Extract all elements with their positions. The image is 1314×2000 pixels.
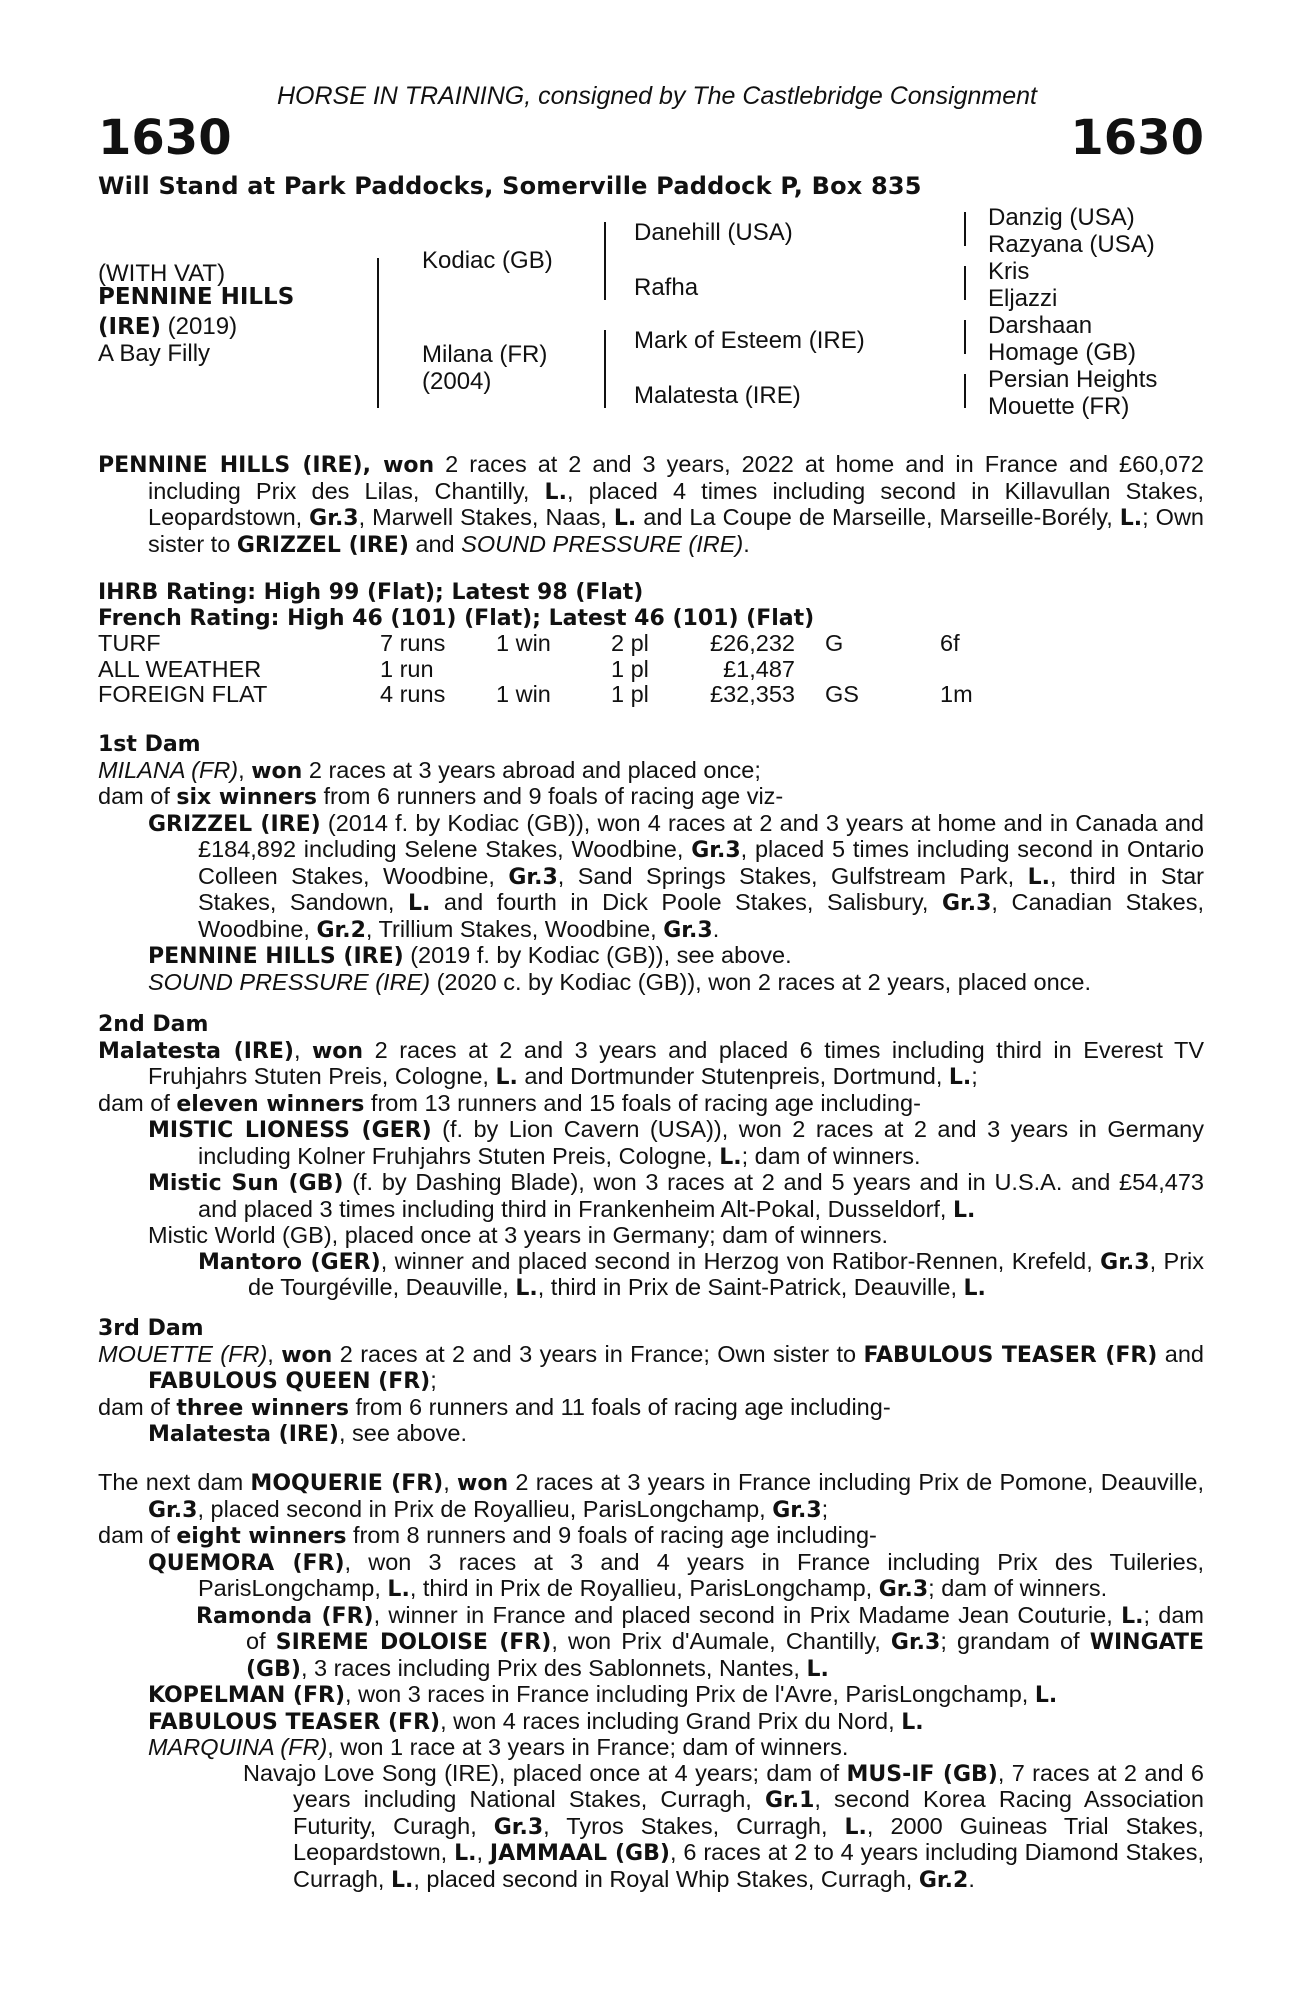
- lot-number-left: 1630: [98, 110, 232, 166]
- record-distance: 6f: [940, 630, 960, 656]
- summary-paragraph: [98, 452, 1204, 558]
- dam-text: from 6 runners and 9 foals of racing age viz-: [316, 783, 784, 809]
- list-item: [98, 1603, 1204, 1683]
- produce-name: MISTIC LIONESS (GER): [148, 1118, 432, 1143]
- sibling-name: FABULOUS QUEEN (FR): [148, 1369, 431, 1394]
- second-dam-produce-line: [98, 1091, 1204, 1118]
- produce-text: ; dam of: [246, 1601, 1204, 1654]
- produce-text: Navajo Love Song (IRE), placed once at 4 years; dam of: [243, 1759, 847, 1786]
- produce-name: KOPELMAN (FR): [148, 1683, 346, 1708]
- dam-sire: Mark of Esteem (IRE): [634, 327, 865, 354]
- grade-marker: L.: [515, 1276, 538, 1301]
- brace-sire-dam: [377, 258, 379, 408]
- record-surface: FOREIGN FLAT: [98, 681, 268, 707]
- summary-text: , placed 4 times including second in Killavullan Stakes, Leopardstown,: [148, 477, 1204, 530]
- horse-name: PENNINE HILLS: [98, 284, 295, 310]
- produce-text: (2020 c. by Kodiac (GB)), won 2 races at 2 years, placed once.: [430, 968, 1091, 995]
- record-prize: £26,232: [710, 630, 795, 656]
- dam-text: 2 races at 3 years abroad and placed once;: [302, 756, 761, 783]
- produce-text: , won 4 races including Grand Prix du Nord,: [440, 1707, 902, 1734]
- list-item: [98, 1550, 1204, 1603]
- grade-marker: Gr.3: [493, 1814, 544, 1840]
- summary-text: , Marwell Stakes, Naas,: [358, 504, 614, 530]
- produce-name: JAMMAAL (GB): [489, 1841, 670, 1866]
- record-going: GS: [825, 681, 859, 707]
- ggen-2: Razyana (USA): [988, 231, 1155, 258]
- sire-sire: Danehill (USA): [634, 219, 793, 246]
- sister-name: GRIZZEL (IRE): [236, 532, 409, 558]
- table-row: [98, 657, 973, 683]
- record-runs: 1 run: [380, 655, 434, 682]
- next-dam-text: The next dam: [98, 1469, 251, 1495]
- dam-text: 2 races at 2 and 3 years in France; Own sister to: [332, 1340, 864, 1367]
- dam-of-label: dam of: [98, 1089, 177, 1116]
- produce-text: , Trillium Stakes, Woodbine,: [365, 915, 664, 942]
- dam-dam: Malatesta (IRE): [634, 382, 801, 409]
- third-dam-line: MOUETTE (FR), won 2 races at 2 and 3 years in France; Own sister to FABULOUS TEASER (FR) and FABULOUS QUEEN (FR);: [98, 1340, 1204, 1394]
- grade-marker: L.: [613, 506, 637, 531]
- record-prize: £32,353: [710, 681, 795, 707]
- list-item: [98, 1735, 1204, 1761]
- produce-text: , Tyros Stakes, Curragh,: [543, 1812, 845, 1839]
- produce-text: , 7 races at 2 and 6 years including National Stakes, Curragh,: [293, 1759, 1204, 1812]
- first-dam-line: MILANA (FR), won 2 races at 3 years abroad and placed once;: [98, 756, 761, 784]
- grade-marker: L.: [948, 1065, 972, 1090]
- grade-marker: Gr.3: [772, 1497, 822, 1523]
- produce-text: , won 3 races in France including Prix de l'Avre, ParisLongchamp,: [345, 1681, 1035, 1707]
- produce-name: PENNINE HILLS (IRE): [148, 944, 404, 969]
- table-row: [98, 631, 973, 657]
- dam-name: MILANA (FR): [98, 756, 239, 783]
- grade-marker: L.: [1121, 1603, 1144, 1629]
- second-dam-section: [98, 1012, 1204, 1302]
- next-dam-text: , placed second in Prix de Royallieu, ParisLongchamp,: [197, 1495, 773, 1522]
- grade-marker: L.: [806, 1656, 829, 1682]
- grade-marker: L.: [1119, 506, 1143, 531]
- sire-dam: Rafha: [634, 274, 699, 301]
- ggen-8: Mouette (FR): [988, 393, 1130, 420]
- first-dam-produce-line: [98, 784, 1204, 811]
- list-item: [98, 1249, 1204, 1302]
- list-item: [98, 970, 1204, 996]
- grade-marker: Gr.2: [316, 917, 366, 943]
- produce-text: (2014 f. by Kodiac (GB)), won 4 races at 2 and 3 years at home and in Canada and £184,892 including Selene Stakes, Woodbine,: [198, 809, 1204, 862]
- list-item: [98, 1682, 1204, 1709]
- grade-marker: Gr.3: [309, 506, 359, 531]
- brace-gg3: [964, 320, 966, 354]
- produce-name: SIREME DOLOISE (FR): [275, 1630, 552, 1655]
- produce-name: GRIZZEL (IRE): [148, 811, 321, 837]
- list-item: [98, 1117, 1204, 1170]
- list-item: [98, 1170, 1204, 1223]
- summary-text: and: [408, 530, 462, 557]
- winners-count: eleven winners: [176, 1091, 365, 1117]
- sire: Kodiac (GB): [422, 247, 553, 274]
- next-dam-text: from 8 runners and 9 foals of racing age including-: [346, 1522, 877, 1548]
- dam-name: Malatesta (IRE): [98, 1038, 294, 1064]
- third-dam-produce-line: [98, 1395, 1204, 1422]
- brace-sire-parents: [604, 222, 606, 300]
- dam-of-label: dam of: [98, 1393, 177, 1420]
- brace-gg4: [964, 374, 966, 408]
- race-summary: [98, 452, 1204, 558]
- horse-sex: A Bay Filly: [98, 340, 211, 367]
- winners-count: three winners: [176, 1395, 349, 1421]
- won-label: won: [281, 1342, 333, 1368]
- grade-marker: Gr.3: [691, 838, 741, 863]
- dam-name: MOQUERIE (FR): [250, 1471, 444, 1496]
- produce-text: (f. by Lion Cavern (USA)), won 2 races at 2 and 3 years in Germany including Kolner Fruhjahrs Stuten Preis, Cologne,: [198, 1116, 1204, 1169]
- grade-marker: Gr.2: [918, 1867, 969, 1893]
- dam-text: from 13 runners and 15 foals of racing age including-: [364, 1089, 921, 1116]
- brace-gg2: [964, 266, 966, 300]
- winners-count: six winners: [176, 785, 317, 810]
- produce-text: , placed second in Royal Whip Stakes, Curragh,: [413, 1865, 919, 1892]
- produce-text: , won 1 race at 3 years in France; dam of winners.: [327, 1734, 849, 1760]
- produce-text: .: [968, 1865, 975, 1892]
- produce-text: ; grandam of: [940, 1628, 1090, 1654]
- record-placed: 1 pl: [611, 655, 649, 682]
- first-dam-heading: 1st Dam: [98, 732, 201, 757]
- ggen-1: Danzig (USA): [988, 204, 1135, 231]
- produce-text: , winner in France and placed second in Prix Madame Jean Couturie,: [373, 1601, 1122, 1628]
- summary-horse-name: PENNINE HILLS (IRE): [98, 453, 363, 478]
- grade-marker: Gr.3: [663, 917, 713, 943]
- produce-text: , third in Prix de Royallieu, ParisLongchamp,: [409, 1575, 879, 1601]
- ggen-5: Darshaan: [988, 312, 1093, 339]
- dam-text: from 6 runners and 11 foals of racing age including-: [348, 1393, 891, 1420]
- brother-name: SOUND PRESSURE (IRE): [461, 530, 744, 557]
- produce-name: MUS-IF (GB): [846, 1761, 998, 1787]
- grade-marker: L.: [953, 1197, 976, 1223]
- list-item: [98, 1421, 1204, 1448]
- won-label: won: [311, 1038, 364, 1064]
- third-dam-section: [98, 1316, 1204, 1448]
- grade-marker: L.: [719, 1144, 742, 1170]
- grade-marker: Gr.3: [1100, 1249, 1150, 1275]
- produce-text: , see above.: [338, 1420, 467, 1446]
- summary-won: , won: [362, 453, 435, 478]
- produce-text: ; dam of winners.: [741, 1142, 921, 1169]
- record-going: G: [825, 630, 844, 656]
- record-wins: [496, 657, 611, 683]
- summary-text: and La Coupe de Marseille, Marseille-Borély,: [636, 504, 1120, 530]
- record-wins: 1 win: [496, 681, 551, 707]
- dam-of-label: dam of: [98, 1522, 177, 1548]
- record-placed: 1 pl: [611, 681, 649, 707]
- produce-name: QUEMORA (FR): [148, 1550, 345, 1576]
- produce-text: , 6 races at 2 to 4 years including Diamond Stakes, Curragh,: [293, 1839, 1204, 1892]
- grade-marker: Gr.3: [148, 1497, 198, 1523]
- vat-note: (WITH VAT): [98, 260, 226, 287]
- produce-text: .: [712, 915, 720, 942]
- grade-marker: L.: [408, 891, 431, 916]
- record-surface: ALL WEATHER: [98, 655, 262, 682]
- summary-text: ; Own sister to: [148, 504, 1204, 557]
- dam-of-label: dam of: [98, 783, 177, 809]
- dam-text: 2 races at 2 and 3 years and placed 6 times including third in Everest TV Fruhjahrs Stuten Preis, Cologne,: [148, 1036, 1204, 1089]
- produce-text: , placed 5 times including second in Ontario Colleen Stakes, Woodbine,: [198, 836, 1205, 889]
- dam-text: ;: [971, 1063, 978, 1089]
- produce-text: , Canadian Stakes, Woodbine,: [198, 889, 1205, 942]
- grade-marker: Gr.3: [508, 864, 558, 890]
- produce-text: (f. by Dashing Blade), won 3 races at 2 and 5 years and in U.S.A. and £54,473 and placed 3 times including third in Frankenheim Alt-Pokal, Dusseldorf,: [198, 1169, 1204, 1222]
- record-distance: [940, 657, 973, 683]
- grade-marker: L.: [963, 1276, 986, 1301]
- produce-text: , won Prix d'Aumale, Chantilly,: [551, 1628, 891, 1654]
- dam-name: MOUETTE (FR): [98, 1340, 268, 1367]
- brace-dam-parents: [604, 330, 606, 408]
- horse-year: (2019): [161, 313, 238, 340]
- produce-text: , 3 races including Prix des Sablonnets, Nantes,: [300, 1654, 807, 1681]
- next-dam-text: 2 races at 3 years in France including Prix de Pomone, Deauville,: [508, 1469, 1205, 1495]
- produce-name: FABULOUS TEASER (FR): [148, 1709, 441, 1735]
- sibling-name: FABULOUS TEASER (FR): [863, 1342, 1158, 1368]
- record-runs: 4 runs: [380, 681, 446, 707]
- produce-text: , Prix de Tourgéville, Deauville,: [248, 1247, 1205, 1300]
- grade-marker: Gr.3: [941, 891, 992, 916]
- horse-country: (IRE): [98, 314, 162, 340]
- list-item: [98, 1709, 1204, 1736]
- produce-name: Mantoro (GER): [198, 1249, 381, 1275]
- produce-text: , won 3 races at 3 and 4 years in France including Prix des Tuileries, ParisLongchamp,: [198, 1548, 1204, 1601]
- second-dam-heading: 2nd Dam: [98, 1012, 209, 1037]
- produce-name: MARQUINA (FR): [148, 1734, 328, 1760]
- ratings-block: [98, 580, 1204, 708]
- brace-gg1: [964, 212, 966, 246]
- list-item: [98, 811, 1204, 944]
- produce-name: WINGATE (GB): [246, 1630, 1204, 1682]
- summary-text: .: [743, 530, 750, 557]
- dam-year: (2004): [422, 368, 492, 395]
- next-dam-line: The next dam MOQUERIE (FR), won 2 races at 3 years in France including Prix de Pomone, Deauville, Gr.3, placed second in Prix de Royallieu, ParisLongchamp, Gr.3;: [98, 1469, 1205, 1523]
- record-runs: 7 runs: [380, 630, 446, 656]
- produce-text: , 2000 Guineas Trial Stakes, Leopardstown,: [293, 1812, 1205, 1865]
- first-dam-section: [98, 732, 1204, 995]
- ggen-3: Kris: [988, 258, 1030, 285]
- race-record-table: [98, 631, 973, 708]
- consignment-line: HORSE IN TRAINING, consigned by The Castlebridge Consignment: [276, 82, 1038, 110]
- ihrb-rating: IHRB Rating: High 99 (Flat); Latest 98 (Flat): [98, 580, 644, 605]
- dam: Milana (FR): [422, 341, 548, 368]
- record-prize: £1,487: [723, 655, 795, 682]
- dam-text: and: [1157, 1340, 1204, 1367]
- grade-marker: L.: [544, 479, 567, 505]
- list-item: [98, 943, 1204, 970]
- dam-text: and Dortmunder Stutenpreis, Dortmund,: [517, 1063, 949, 1089]
- produce-text: , second Korea Racing Association Futurity, Curagh,: [293, 1786, 1204, 1839]
- record-wins: 1 win: [496, 630, 551, 656]
- produce-text: ; dam of winners.: [928, 1575, 1108, 1601]
- table-row: [98, 682, 973, 708]
- grade-marker: L.: [387, 1577, 410, 1602]
- grade-marker: L.: [390, 1867, 414, 1893]
- produce-name: Ramonda (FR): [196, 1603, 374, 1629]
- produce-text: (2019 f. by Kodiac (GB)), see above.: [403, 942, 792, 968]
- record-surface: TURF: [98, 630, 161, 656]
- won-label: won: [457, 1471, 509, 1496]
- grade-marker: L.: [1027, 864, 1051, 890]
- next-dam-section: [98, 1470, 1204, 1893]
- produce-text: and fourth in Dick Poole Stakes, Salisbury,: [430, 889, 942, 915]
- stand-location: Will Stand at Park Paddocks, Somerville Paddock P, Box 835: [98, 172, 922, 200]
- produce-text: , winner and placed second in Herzog von Ratibor-Rennen, Krefeld,: [380, 1247, 1101, 1274]
- record-placed: 2 pl: [611, 630, 649, 656]
- french-rating: French Rating: High 46 (101) (Flat); Latest 46 (101) (Flat): [98, 605, 815, 631]
- summary-text: 2 races at 2 and 3 years, 2022 at home and in France and £60,072 including Prix des Lilas, Chantilly,: [148, 451, 1204, 504]
- grade-marker: L.: [1034, 1683, 1058, 1708]
- second-dam-line: Malatesta (IRE), won 2 races at 2 and 3 years and placed 6 times including third in Everest TV Fruhjahrs Stuten Preis, Cologne, L. and Dortmunder Stutenpreis, Dortmund, L.;: [98, 1036, 1204, 1090]
- record-going: [795, 657, 940, 683]
- third-dam-heading: 3rd Dam: [98, 1316, 204, 1341]
- ggen-6: Homage (GB): [988, 339, 1137, 366]
- list-item: [98, 1761, 1204, 1894]
- winners-count: eight winners: [176, 1524, 347, 1549]
- grade-marker: Gr.1: [764, 1788, 815, 1813]
- horse-name-line2: [98, 313, 237, 341]
- produce-name: Malatesta (IRE): [148, 1422, 339, 1447]
- grade-marker: L.: [495, 1065, 518, 1090]
- ggen-4: Eljazzi: [988, 285, 1058, 312]
- grade-marker: L.: [901, 1709, 924, 1735]
- produce-text: Mistic World (GB), placed once at 3 years in Germany; dam of winners.: [148, 1222, 889, 1248]
- list-item: [98, 1223, 1204, 1249]
- grade-marker: Gr.3: [890, 1630, 941, 1655]
- dam-text: ;: [430, 1367, 437, 1393]
- grade-marker: Gr.3: [878, 1577, 929, 1602]
- grade-marker: L.: [844, 1814, 867, 1840]
- produce-text: ,: [476, 1839, 490, 1865]
- next-dam-text: ;: [821, 1495, 829, 1522]
- won-label: won: [251, 758, 303, 784]
- produce-name: Mistic Sun (GB): [148, 1171, 344, 1196]
- produce-text: , Sand Springs Stakes, Gulfstream Park,: [557, 862, 1028, 889]
- produce-name: SOUND PRESSURE (IRE): [148, 968, 431, 995]
- produce-text: , third in Prix de Saint-Patrick, Deauville,: [537, 1274, 964, 1300]
- record-distance: 1m: [940, 681, 973, 707]
- ggen-7: Persian Heights: [988, 366, 1158, 393]
- produce-text: , third in Star Stakes, Sandown,: [198, 862, 1204, 915]
- grade-marker: L.: [454, 1841, 477, 1866]
- lot-number-right: 1630: [1070, 110, 1204, 166]
- next-dam-produce-line: [98, 1523, 1204, 1550]
